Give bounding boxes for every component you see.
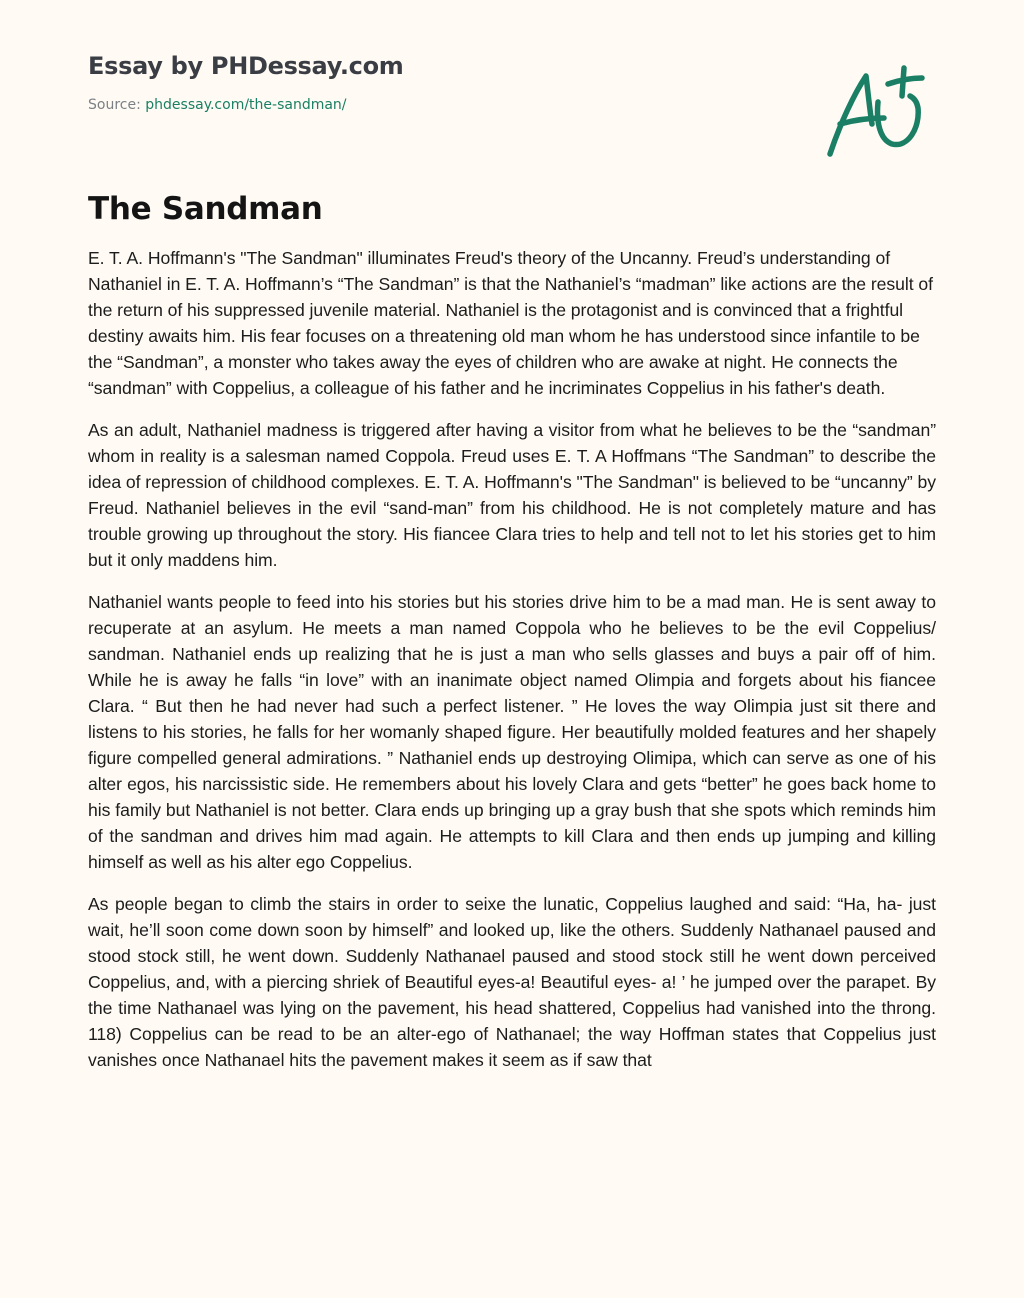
- page-header: [88, 48, 404, 114]
- source-label: Source:: [88, 97, 146, 113]
- site-title: Essay by PHDessay.com: [88, 52, 404, 80]
- essay-body: [88, 245, 936, 1258]
- essay-title: The Sandman: [88, 191, 323, 227]
- a-plus-grade-icon: [818, 62, 934, 162]
- essay-paragraph: As an adult, Nathaniel madness is triggered after having a visitor from what he believes to be the “sandman” whom in reality is a salesman named Coppola. Freud uses E. T. A Hoffmans “The Sandman” to describe the idea of repression of childhood complexes. E. T. A. Hoffmann's "The Sandman" is believed to be “uncanny” by Freud. Nathaniel believes in the evil “sand-man” from his childhood. He is not completely mature and has trouble growing up throughout the story. His fiancee Clara tries to help and tell not to let his stories get to him but it only maddens him.: [88, 420, 936, 570]
- source-line: [88, 96, 404, 114]
- essay-paragraph: As people began to climb the stairs in order to seixe the lunatic, Coppelius laughed and said: “Ha, ha- just wait, he’ll soon come down soon by himself” and looked up, like the others. Suddenly Nathanael paused and stood stock still, he went down. Suddenly Nathanael paused and stood stock still he went down perceived Coppelius, and, with a piercing shriek of Beautiful eyes-a! Beautiful eyes- a! ’ he jumped over the parapet. By the time Nathanael was lying on the pavement, his head shattered, Coppelius had vanished into the throng. 118) Coppelius can be read to be an alter-ego of Nathanael; the way Hoffman states that Coppelius just vanishes once Nathanael hits the pavement makes it seem as if saw that: [88, 894, 936, 1070]
- source-link[interactable]: phdessay.com/the-sandman/: [145, 97, 347, 113]
- essay-paragraph: Nathaniel wants people to feed into his stories but his stories drive him to be a mad man. He is sent away to recuperate at an asylum. He meets a man named Coppola who he believes to be the evil Coppelius/ sandman. Nathaniel ends up realizing that he is just a man who sells glasses and buys a pair off of him. While he is away he falls “in love” with an inanimate object named Olimpia and forgets about his fiancee Clara. “ But then he had never had such a perfect listener. ” He loves the way Olimpia just sit there and listens to his stories, he falls for her womanly shaped figure. Her beautifully molded features and her shapely figure compelled general admirations. ” Nathaniel ends up destroying Olimipa, which can serve as one of his alter egos, his narcissistic side. He remembers about his lovely Clara and gets “better” he goes back home to his family but Nathaniel is not better. Clara ends up bringing up a gray bush that she spots which reminds him of the sandman and drives him mad again. He attempts to kill Clara and then ends up jumping and killing himself as well as his alter ego Coppelius.: [88, 592, 936, 872]
- essay-paragraph: E. T. A. Hoffmann's "The Sandman" illuminates Freud's theory of the Uncanny. Freud’s understanding of Nathaniel in E. T. A. Hoffmann’s “The Sandman” is that the Nathaniel’s “madman” like actions are the result of the return of his suppressed juvenile material. Nathaniel is the protagonist and is convinced that a frightful destiny awaits him. His fear focuses on a threatening old man whom he has understood since infantile to be the “Sandman”, a monster who takes away the eyes of children who are awake at night. He connects the “sandman” with Coppelius, a colleague of his father and he incriminates Coppelius in his father's death.: [88, 248, 933, 398]
